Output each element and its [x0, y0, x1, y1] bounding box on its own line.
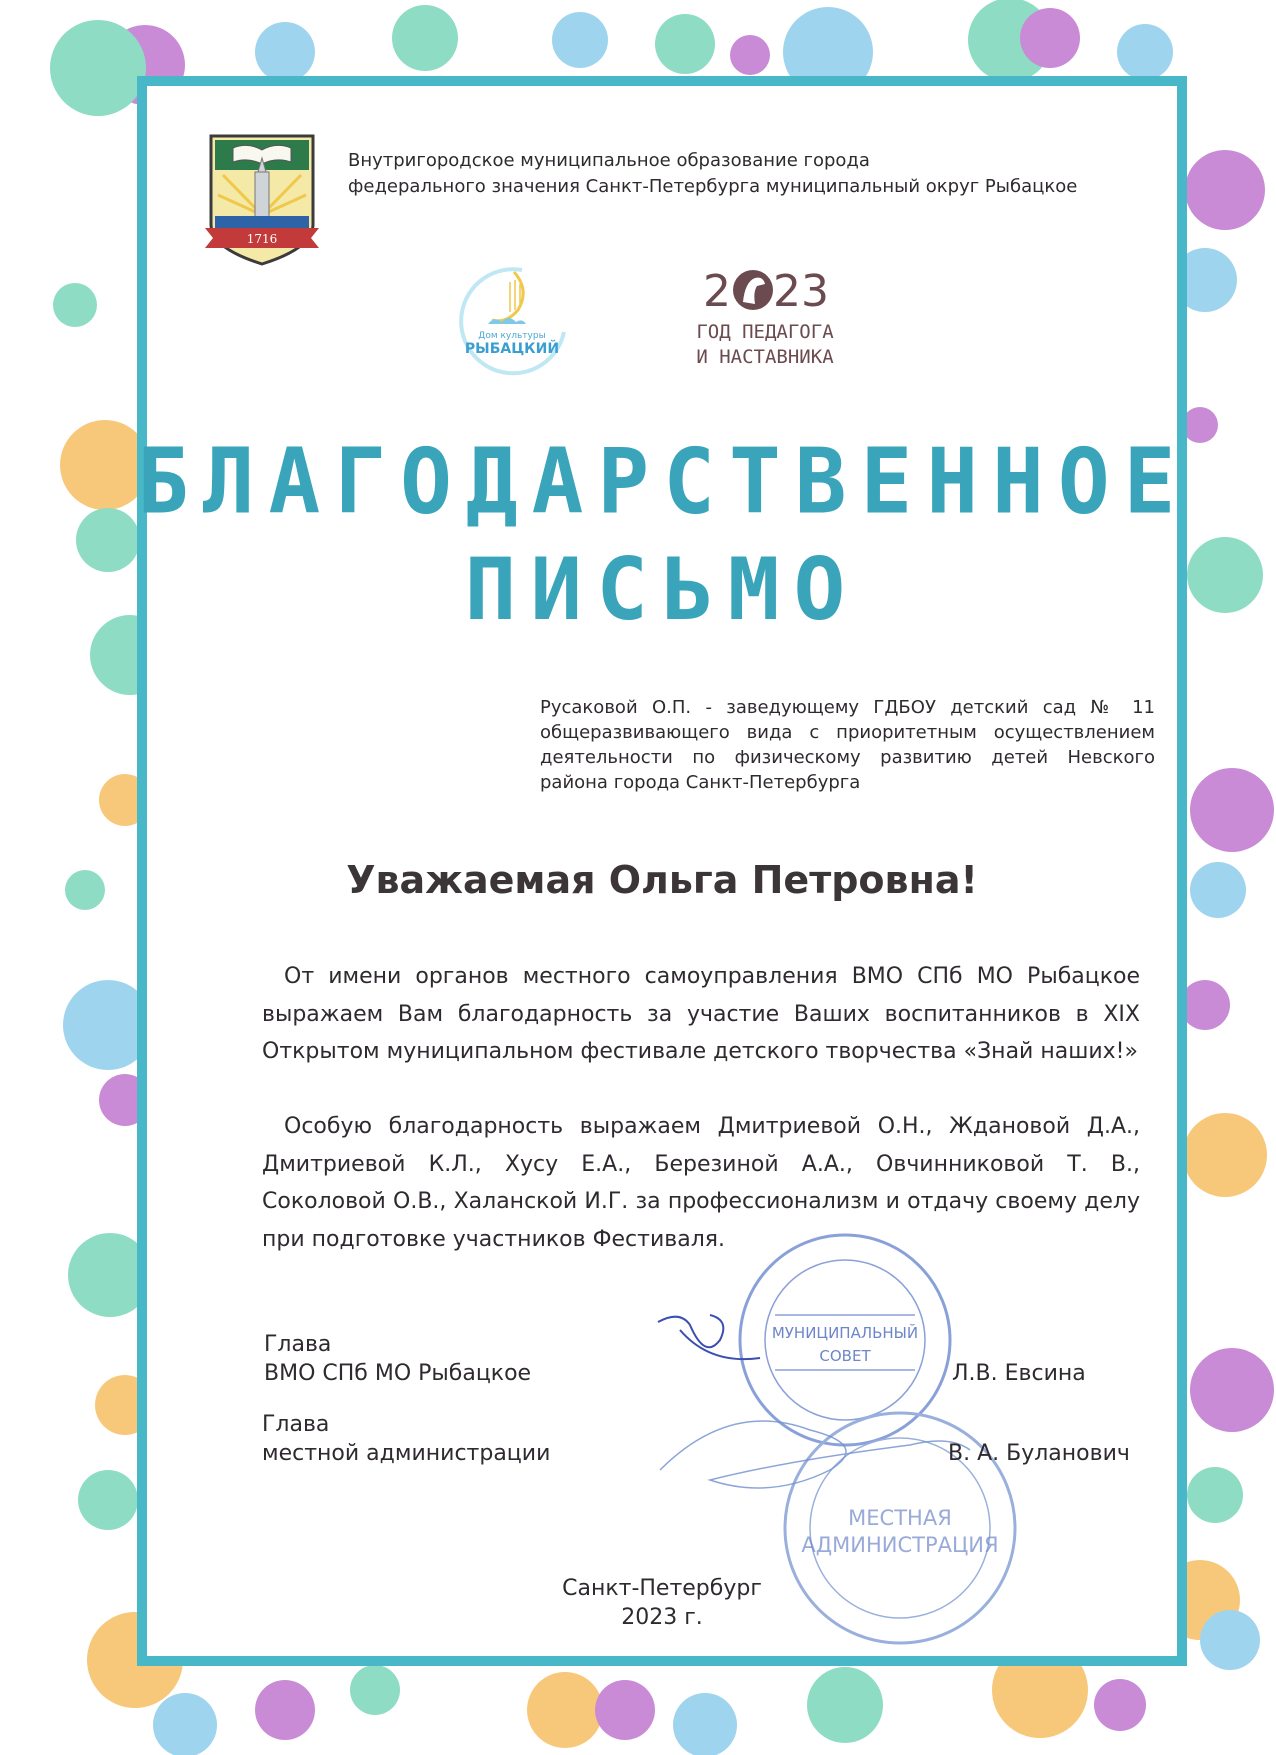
stamp2-line-2: АДМИНИСТРАЦИЯ — [801, 1533, 999, 1557]
culture-house-logo — [452, 262, 572, 382]
title-line-1: БЛАГОДАРСТВЕННОЕ — [137, 429, 1190, 535]
year-logo-line-2: И НАСТАВНИКА — [696, 346, 834, 368]
place-and-date — [137, 1574, 1187, 1632]
year-digits-23: 23 — [773, 266, 829, 317]
body-paragraph-2: Особую благодарность выражаем Дмитриевой О.Н., Ждановой Д.А., Дмитриевой К.Л., Хусу Е.А., Березиной А.А., Овчинниковой Т. В., Соколовой О.В., Халанской И.Г. за профессионализм и отдачу своему делу при подготовке участников Фестиваля. — [262, 1114, 1140, 1252]
stamp1-line-1: МУНИЦИПАЛЬНЫЙ — [771, 1324, 919, 1342]
head2-title — [262, 1410, 550, 1468]
head2-name: В. А. Буланович — [948, 1441, 1130, 1466]
signature-1 — [658, 1315, 760, 1359]
year-of-teacher-logo — [695, 262, 835, 374]
recipient-block: Русаковой О.П. - заведующему ГДБОУ детский сад № 11 общеразвивающего вида с приоритетным осуществлением деятельности по физическому развитию детей Невского района города Санкт-Петербурга — [540, 697, 1155, 793]
stamp1-line-2: СОВЕТ — [819, 1347, 871, 1365]
signature-2 — [660, 1421, 970, 1488]
footer-city: Санкт-Петербург — [562, 1576, 762, 1601]
greeting: Уважаемая Ольга Петровна! — [346, 858, 978, 902]
stamp2-line-1: МЕСТНАЯ — [848, 1506, 952, 1530]
head1-name: Л.В. Евсина — [952, 1361, 1086, 1386]
head2-title-line-1: Глава — [262, 1412, 330, 1437]
body-paragraph-1: От имени органов местного самоуправления ВМО СПб МО Рыбацкое выражаем Вам благодарность за участие Ваших воспитанников в XIX Открытом муниципальном фестивале детского творчества «Знай наших!» — [262, 964, 1140, 1064]
header-line-2: федерального значения Санкт-Петербурга муниципальный округ Рыбацкое — [348, 176, 1078, 197]
head2-title-line-2: местной администрации — [262, 1441, 551, 1466]
year-logo-line-1: ГОД ПЕДАГОГА — [696, 321, 834, 343]
head1-title-line-1: Глава — [264, 1332, 332, 1357]
footer-year: 2023 г. — [621, 1605, 703, 1630]
head1-title — [264, 1330, 531, 1388]
municipal-emblem — [203, 130, 323, 270]
title-line-2: ПИСЬМО — [464, 540, 860, 640]
emblem-year: 1716 — [246, 232, 278, 246]
head1-title-line-2: ВМО СПб МО Рыбацкое — [264, 1361, 532, 1386]
header-line-1: Внутригородское муниципальное образование города — [348, 150, 870, 171]
year-digit-2: 2 — [703, 266, 731, 317]
municipality-header — [348, 148, 1077, 200]
culture-logo-top: Дом культуры — [478, 331, 546, 341]
culture-logo-name: РЫБАЦКИЙ — [464, 341, 560, 357]
